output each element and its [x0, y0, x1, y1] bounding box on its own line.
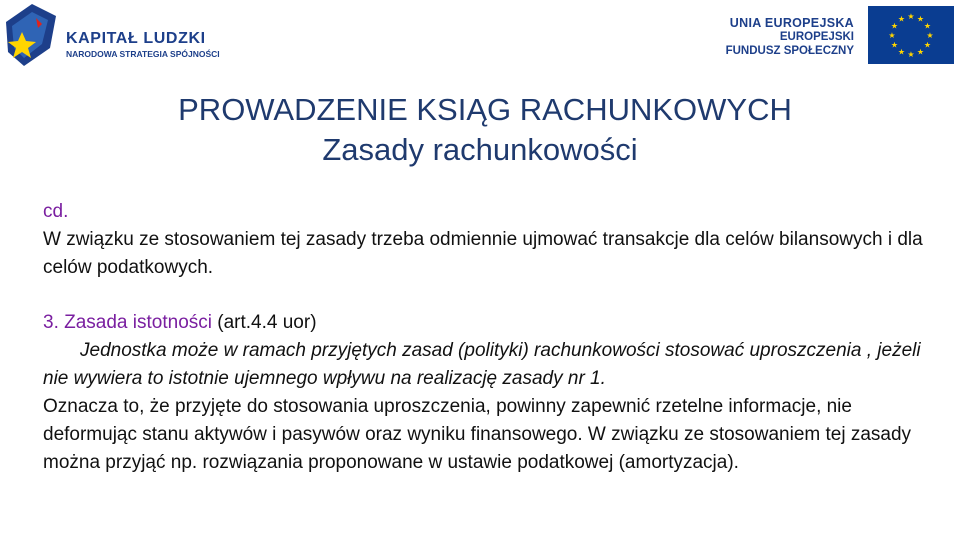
- principle-name: 3. Zasada istotności: [43, 312, 212, 333]
- slide-title-line1: PROWADZENIE KSIĄG RACHUNKOWYCH: [178, 92, 792, 127]
- svg-text:★: ★: [888, 31, 896, 40]
- slide-title: [0, 92, 960, 172]
- continued-marker: cd.: [43, 201, 69, 222]
- svg-text:★: ★: [897, 47, 906, 57]
- eu-logo-text: [726, 16, 854, 58]
- svg-text:★: ★: [907, 50, 915, 59]
- svg-text:★: ★: [916, 14, 925, 24]
- svg-text:★: ★: [907, 12, 915, 21]
- intro-paragraph: W związku ze stosowaniem tej zasady trzeba odmiennie ujmować transakcje dla celów bilansowych i dla celów podatkowych.: [43, 229, 923, 278]
- slide-title-line2: Zasady rachunkowości: [322, 132, 638, 167]
- svg-text:★: ★: [923, 40, 932, 50]
- svg-text:★: ★: [890, 40, 899, 50]
- principle-heading: [43, 309, 943, 337]
- eu-logo-line3: FUNDUSZ SPOŁECZNY: [725, 45, 854, 57]
- svg-text:★: ★: [923, 21, 932, 31]
- svg-text:★: ★: [890, 21, 899, 31]
- eu-logo-line2: EUROPEJSKI: [779, 31, 854, 43]
- svg-text:★: ★: [897, 14, 906, 24]
- principle-definition: Jednostka może w ramach przyjętych zasad (polityki) rachunkowości stosować uproszczenia , jeżeli nie wywiera to istotnie ujemnego wpływu na realizację zasady nr 1.: [43, 340, 921, 389]
- svg-text:★: ★: [926, 31, 934, 40]
- kapital-ludzki-emblem-icon: [6, 4, 58, 68]
- kapital-ludzki-logo: [6, 4, 246, 68]
- svg-text:★: ★: [916, 47, 925, 57]
- principle-reference: (art.4.4 uor): [217, 312, 317, 333]
- slide-body: [43, 198, 943, 477]
- kapital-ludzki-subtitle: NARODOWA STRATEGIA SPÓJNOŚCI: [66, 49, 220, 59]
- eu-flag-icon: [868, 6, 954, 64]
- principle-explanation: Oznacza to, że przyjęte do stosowania uproszczenia, powinny zapewnić rzetelne informacje, nie deformując stanu aktywów i pasywów oraz wyniku finansowego. W związku ze stosowaniem tej zasady można przyjąć np. rozwiązania proponowane w ustawie podatkowej (amortyzacja).: [43, 396, 912, 473]
- eu-logo-line1: UNIA EUROPEJSKA: [729, 16, 854, 30]
- kapital-ludzki-title: KAPITAŁ LUDZKI: [66, 30, 206, 47]
